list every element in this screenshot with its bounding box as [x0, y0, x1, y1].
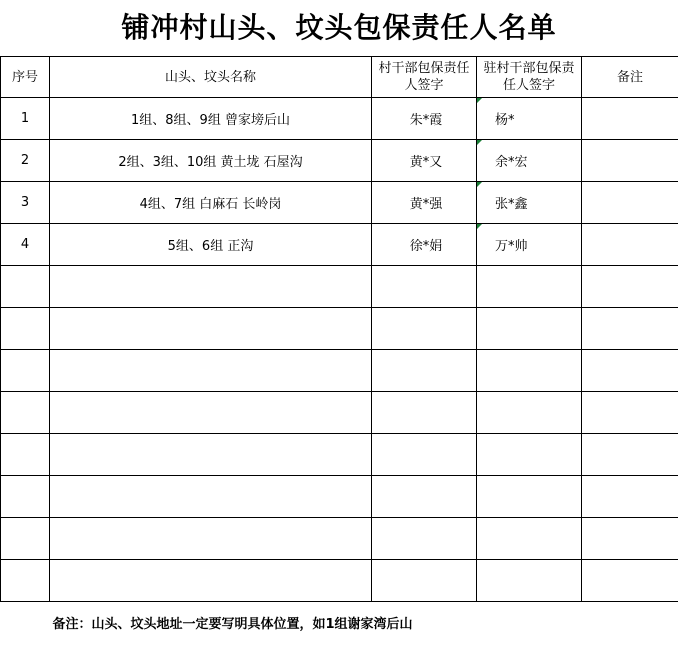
cell-village-cadre[interactable] — [372, 350, 477, 392]
cell-resident-cadre[interactable] — [477, 560, 582, 602]
cell-seq[interactable] — [1, 518, 50, 560]
cell-remark[interactable] — [582, 224, 678, 266]
header-remark[interactable]: 备注 — [582, 57, 678, 98]
table-row — [1, 476, 678, 518]
table-row — [1, 350, 678, 392]
cell-location[interactable] — [50, 434, 372, 476]
cell-seq[interactable]: 2 — [1, 140, 50, 182]
cell-seq[interactable] — [1, 476, 50, 518]
cell-village-cadre[interactable]: 朱*霞 — [372, 98, 477, 140]
cell-seq[interactable] — [1, 350, 50, 392]
cell-resident-cadre[interactable] — [477, 182, 582, 224]
table-row — [1, 392, 678, 434]
cell-village-cadre[interactable] — [372, 476, 477, 518]
note-row — [1, 602, 678, 644]
table-row — [1, 560, 678, 602]
table-row — [1, 98, 678, 140]
cell-location[interactable] — [50, 392, 372, 434]
cell-village-cadre[interactable]: 黄*强 — [372, 182, 477, 224]
cell-resident-cadre[interactable] — [477, 224, 582, 266]
comment-marker-icon — [477, 140, 482, 145]
cell-location[interactable] — [50, 476, 372, 518]
cell-remark[interactable] — [582, 560, 678, 602]
cell-seq[interactable] — [1, 392, 50, 434]
comment-marker-icon — [477, 98, 482, 103]
cell-remark[interactable] — [582, 350, 678, 392]
note-text[interactable]: 备注：山头、坟头地址一定要写明具体位置，如1组谢家湾后山 — [1, 602, 678, 644]
cell-remark[interactable] — [582, 476, 678, 518]
cell-seq[interactable]: 3 — [1, 182, 50, 224]
cell-resident-cadre[interactable] — [477, 476, 582, 518]
table-row — [1, 224, 678, 266]
cell-resident-cadre-text: 万*帅 — [495, 239, 528, 254]
comment-marker-icon — [477, 182, 482, 187]
cell-location[interactable]: 5组、6组 正沟 — [50, 224, 372, 266]
table-row — [1, 182, 678, 224]
cell-location[interactable] — [50, 266, 372, 308]
cell-resident-cadre[interactable] — [477, 308, 582, 350]
table-row — [1, 266, 678, 308]
cell-village-cadre[interactable] — [372, 392, 477, 434]
header-village-cadre[interactable]: 村干部包保责任人签字 — [372, 57, 477, 98]
cell-village-cadre[interactable] — [372, 560, 477, 602]
table-row — [1, 308, 678, 350]
cell-remark[interactable] — [582, 266, 678, 308]
cell-location[interactable]: 4组、7组 白麻石 长岭岗 — [50, 182, 372, 224]
cell-village-cadre[interactable] — [372, 266, 477, 308]
cell-remark[interactable] — [582, 392, 678, 434]
cell-resident-cadre[interactable] — [477, 392, 582, 434]
cell-resident-cadre[interactable] — [477, 350, 582, 392]
cell-seq[interactable] — [1, 434, 50, 476]
cell-remark[interactable] — [582, 182, 678, 224]
cell-remark[interactable] — [582, 434, 678, 476]
cell-seq[interactable] — [1, 560, 50, 602]
cell-resident-cadre[interactable] — [477, 518, 582, 560]
cell-location[interactable]: 2组、3组、10组 黄土垅 石屋沟 — [50, 140, 372, 182]
header-row — [1, 57, 678, 98]
cell-location[interactable] — [50, 350, 372, 392]
cell-resident-cadre-text: 张*鑫 — [495, 197, 528, 212]
cell-village-cadre[interactable]: 黄*又 — [372, 140, 477, 182]
comment-marker-icon — [477, 224, 482, 229]
table-row — [1, 140, 678, 182]
cell-village-cadre[interactable] — [372, 434, 477, 476]
header-resident-cadre[interactable]: 驻村干部包保责任人签字 — [477, 57, 582, 98]
cell-village-cadre[interactable] — [372, 308, 477, 350]
table-row — [1, 518, 678, 560]
cell-location[interactable] — [50, 560, 372, 602]
cell-resident-cadre[interactable] — [477, 98, 582, 140]
page-title: 铺冲村山头、坟头包保责任人名单 — [121, 11, 557, 44]
cell-location[interactable]: 1组、8组、9组 曾家塝后山 — [50, 98, 372, 140]
cell-seq[interactable] — [1, 266, 50, 308]
cell-location[interactable] — [50, 308, 372, 350]
header-location[interactable]: 山头、坟头名称 — [50, 57, 372, 98]
cell-resident-cadre[interactable] — [477, 434, 582, 476]
cell-seq[interactable] — [1, 308, 50, 350]
cell-remark[interactable] — [582, 98, 678, 140]
cell-resident-cadre-text: 余*宏 — [495, 155, 528, 170]
cell-resident-cadre[interactable] — [477, 266, 582, 308]
cell-village-cadre[interactable]: 徐*娟 — [372, 224, 477, 266]
cell-resident-cadre[interactable] — [477, 140, 582, 182]
cell-seq[interactable]: 4 — [1, 224, 50, 266]
cell-remark[interactable] — [582, 140, 678, 182]
cell-remark[interactable] — [582, 308, 678, 350]
cell-seq[interactable]: 1 — [1, 98, 50, 140]
cell-village-cadre[interactable] — [372, 518, 477, 560]
header-seq[interactable]: 序号 — [1, 57, 50, 98]
cell-location[interactable] — [50, 518, 372, 560]
responsibility-table — [0, 56, 678, 643]
table-row — [1, 434, 678, 476]
cell-resident-cadre-text: 杨* — [495, 113, 515, 128]
cell-remark[interactable] — [582, 518, 678, 560]
